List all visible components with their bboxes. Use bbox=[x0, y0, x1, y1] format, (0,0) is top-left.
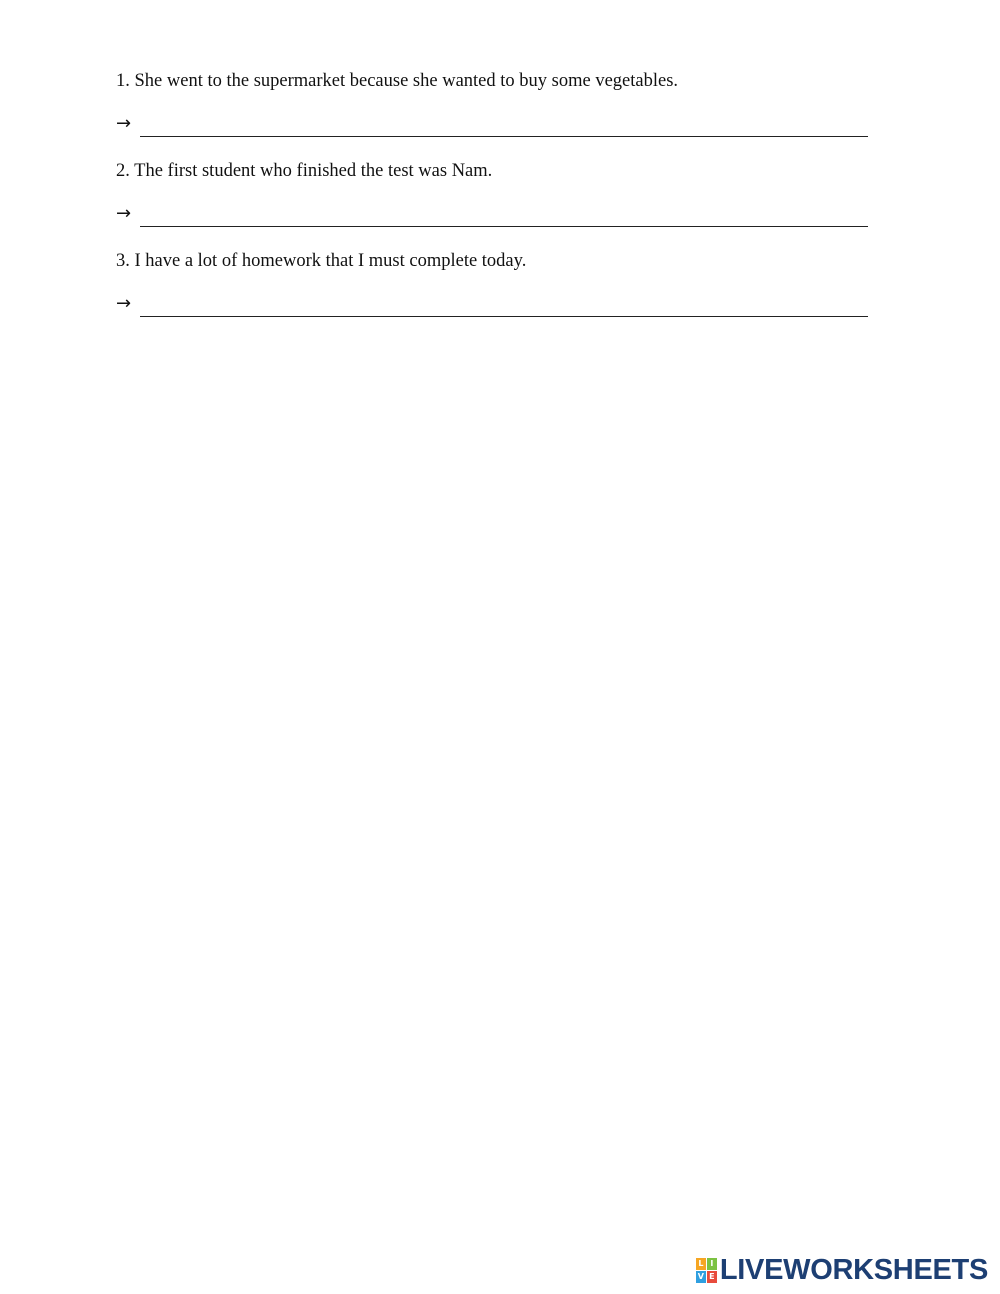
worksheet bbox=[116, 68, 868, 338]
logo-letter: L bbox=[696, 1258, 706, 1270]
logo-letter: I bbox=[707, 1258, 717, 1270]
question-3 bbox=[116, 248, 868, 338]
question-text: 3. I have a lot of homework that I must complete today. bbox=[116, 251, 527, 271]
liveworksheets-logo bbox=[696, 1256, 988, 1284]
question-1 bbox=[116, 68, 868, 158]
arrow-icon: → bbox=[116, 113, 132, 134]
answer-row bbox=[116, 293, 868, 319]
logo-letter: E bbox=[707, 1271, 717, 1283]
question-2 bbox=[116, 158, 868, 248]
question-text: 2. The first student who finished the test was Nam. bbox=[116, 161, 493, 181]
brand-name: LIVEWORKSHEETS bbox=[719, 1254, 988, 1286]
answer-input-1[interactable] bbox=[140, 114, 868, 137]
answer-input-3[interactable] bbox=[140, 294, 868, 317]
answer-row bbox=[116, 203, 868, 229]
arrow-icon: → bbox=[116, 293, 132, 314]
logo-letter: V bbox=[697, 1271, 704, 1281]
logo-mark-icon bbox=[696, 1258, 717, 1283]
answer-input-2[interactable] bbox=[140, 204, 868, 227]
answer-row bbox=[116, 113, 868, 139]
arrow-icon: → bbox=[116, 203, 132, 224]
question-text: 1. She went to the supermarket because she wanted to buy some vegetables. bbox=[116, 71, 679, 91]
